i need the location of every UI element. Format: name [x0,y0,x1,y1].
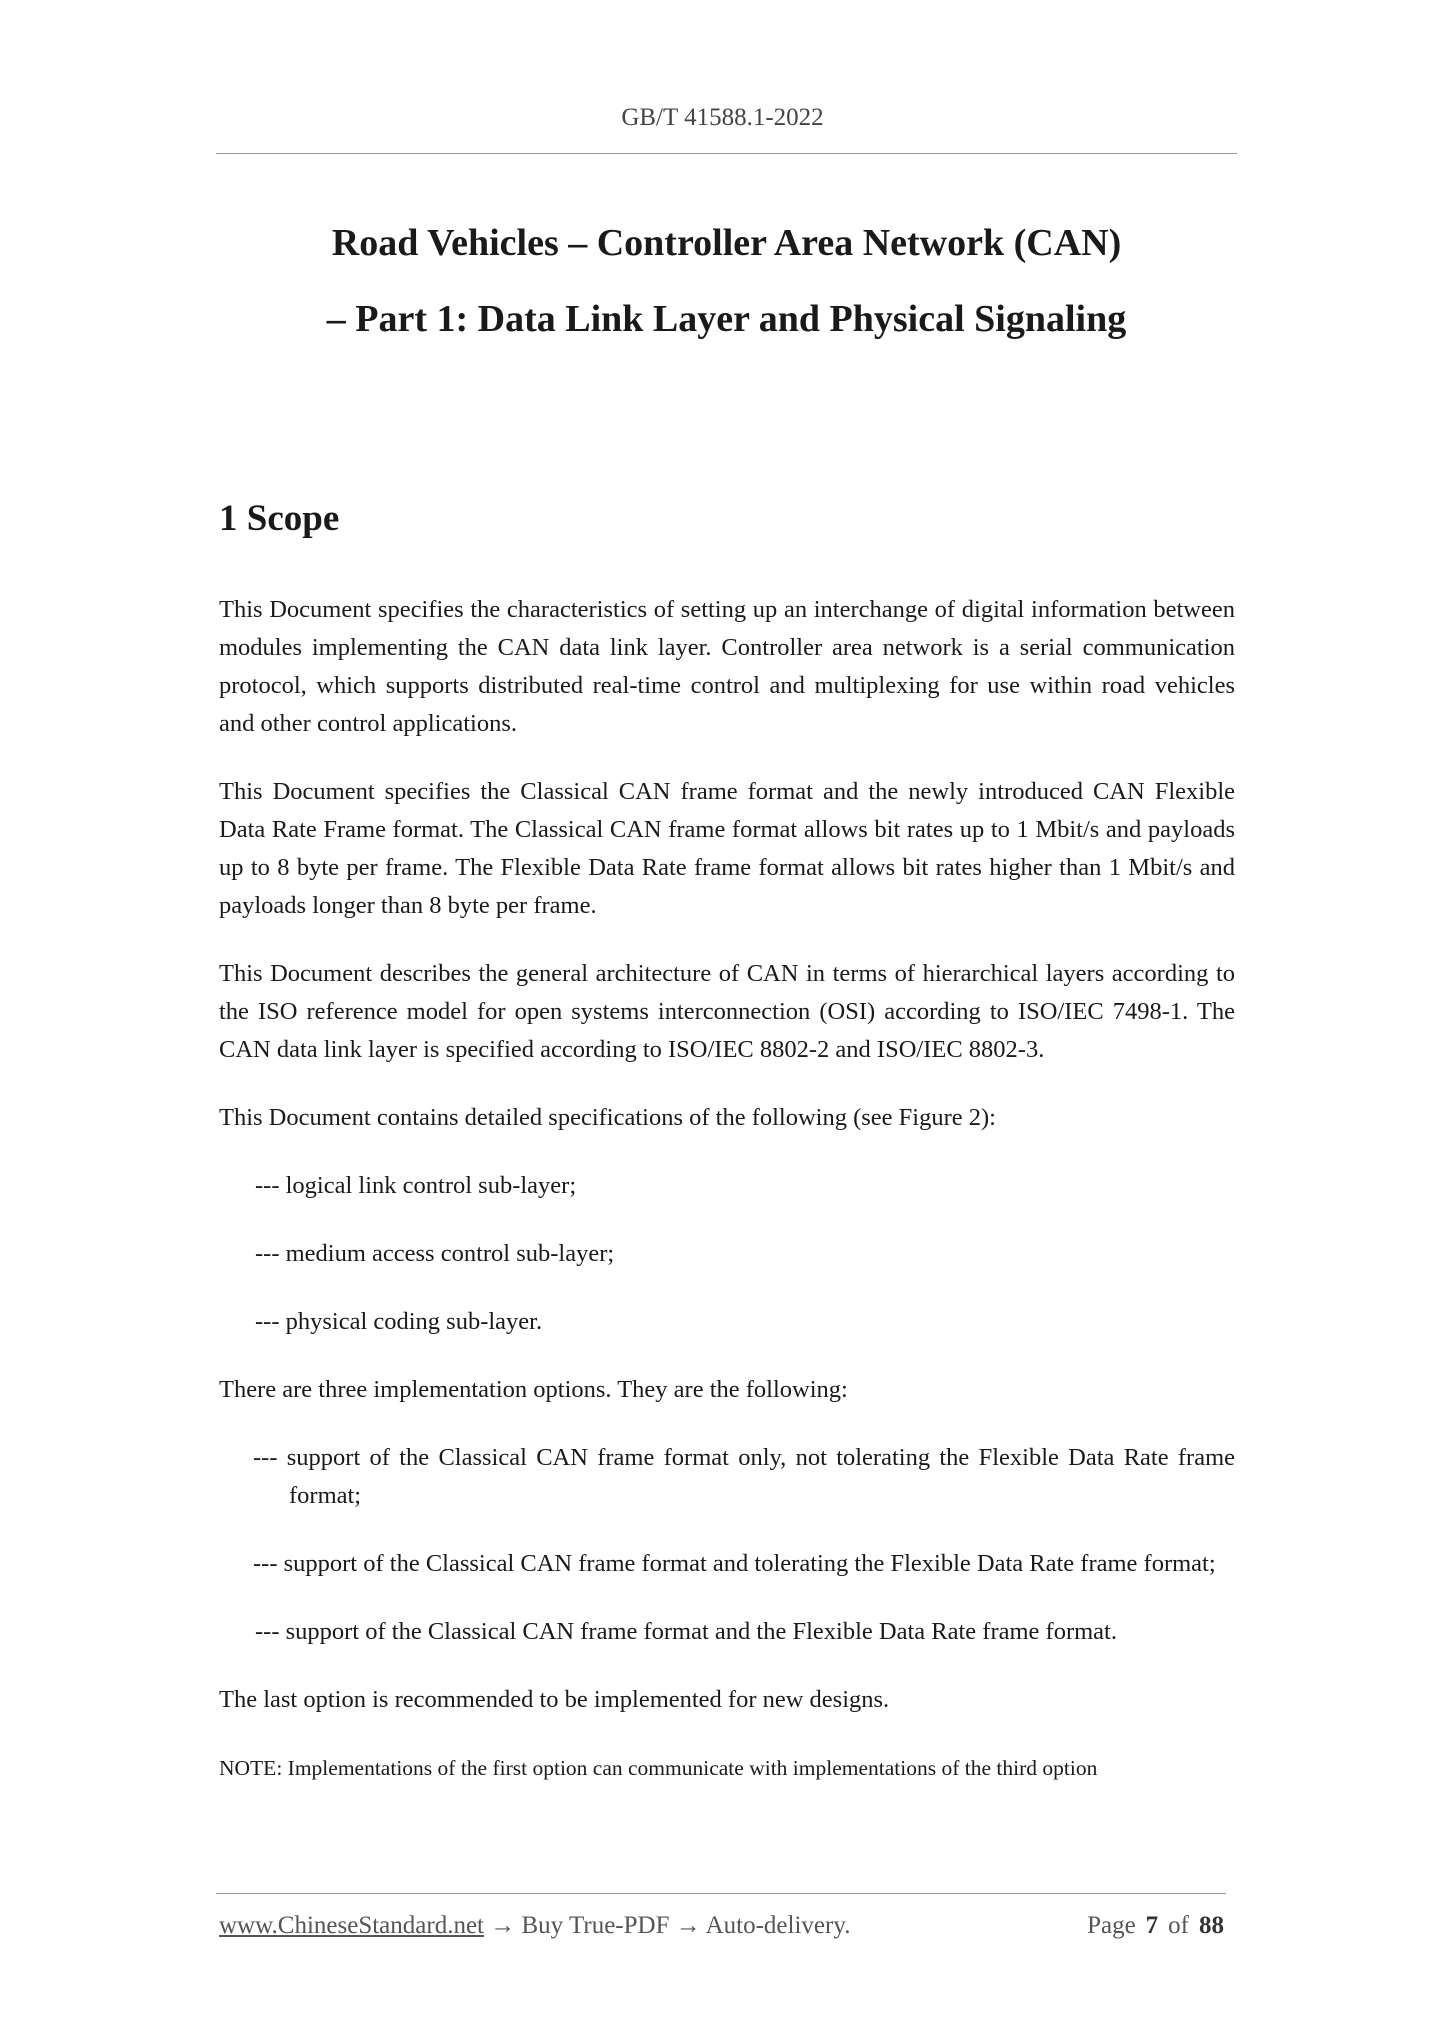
list-item: --- medium access control sub-layer; [255,1240,615,1267]
page-current: 7 [1145,1912,1159,1939]
paragraph-4: This Document contains detailed specifications of the following (see Figure 2): [219,1104,996,1131]
footer-promo [219,1912,850,1940]
section-heading-scope: 1 Scope [219,498,340,539]
section-body [219,591,1235,1817]
page-number [1087,1912,1224,1940]
list-item: --- support of the Classical CAN frame format and the Flexible Data Rate frame format. [255,1618,1117,1645]
website-link[interactable]: www.ChineseStandard.net [219,1912,484,1939]
paragraph-3: This Document describes the general architecture of CAN in terms of hierarchical layers according to the ISO reference model for open systems interconnection (OSI) according to ISO/IEC 7498-1. The CAN data link layer is specified according to ISO/IEC 8802-2 and ISO/IEC 8802-3. [219,960,1235,1063]
list-item: --- logical link control sub-layer; [255,1172,577,1199]
paragraph-5: There are three implementation options. They are the following: [219,1376,848,1403]
footer-divider [216,1893,1226,1894]
paragraph-6: The last option is recommended to be implemented for new designs. [219,1686,890,1713]
header-divider [216,153,1237,154]
page-footer [219,1912,1224,1940]
document-id-header: GB/T 41588.1-2022 [621,104,824,131]
list-item: --- support of the Classical CAN frame format and tolerating the Flexible Data Rate frame format; [253,1550,1216,1577]
list-item: --- physical coding sub-layer. [255,1308,543,1335]
title-line-2: – Part 1: Data Link Layer and Physical Signaling [326,298,1127,340]
paragraph-2: This Document specifies the Classical CAN frame format and the newly introduced CAN Flexible Data Rate Frame format. The Classical CAN frame format allows bit rates up to 1 Mbit/s and payloads up to 8 byte per frame. The Flexible Data Rate frame format allows bit rates higher than 1 Mbit/s and payloads longer than 8 byte per frame. [219,778,1235,919]
page-total: 88 [1199,1912,1224,1939]
list-item: --- support of the Classical CAN frame format only, not tolerating the Flexible Data Rate frame format; [253,1444,1235,1509]
title-line-1: Road Vehicles – Controller Area Network (CAN) [331,222,1122,264]
page-of: of [1168,1912,1189,1939]
document-title [216,205,1237,357]
page-label: Page [1087,1912,1136,1939]
footer-promo-text: → Buy True-PDF → Auto-delivery. [484,1912,851,1939]
paragraph-1: This Document specifies the characteristics of setting up an interchange of digital information between modules implementing the CAN data link layer. Controller area network is a serial communication protocol, which supports distributed real-time control and multiplexing for use within road vehicles and other control applications. [219,596,1235,737]
note-text: NOTE: Implementations of the first option can communicate with implementations of the third option [219,1756,1098,1780]
